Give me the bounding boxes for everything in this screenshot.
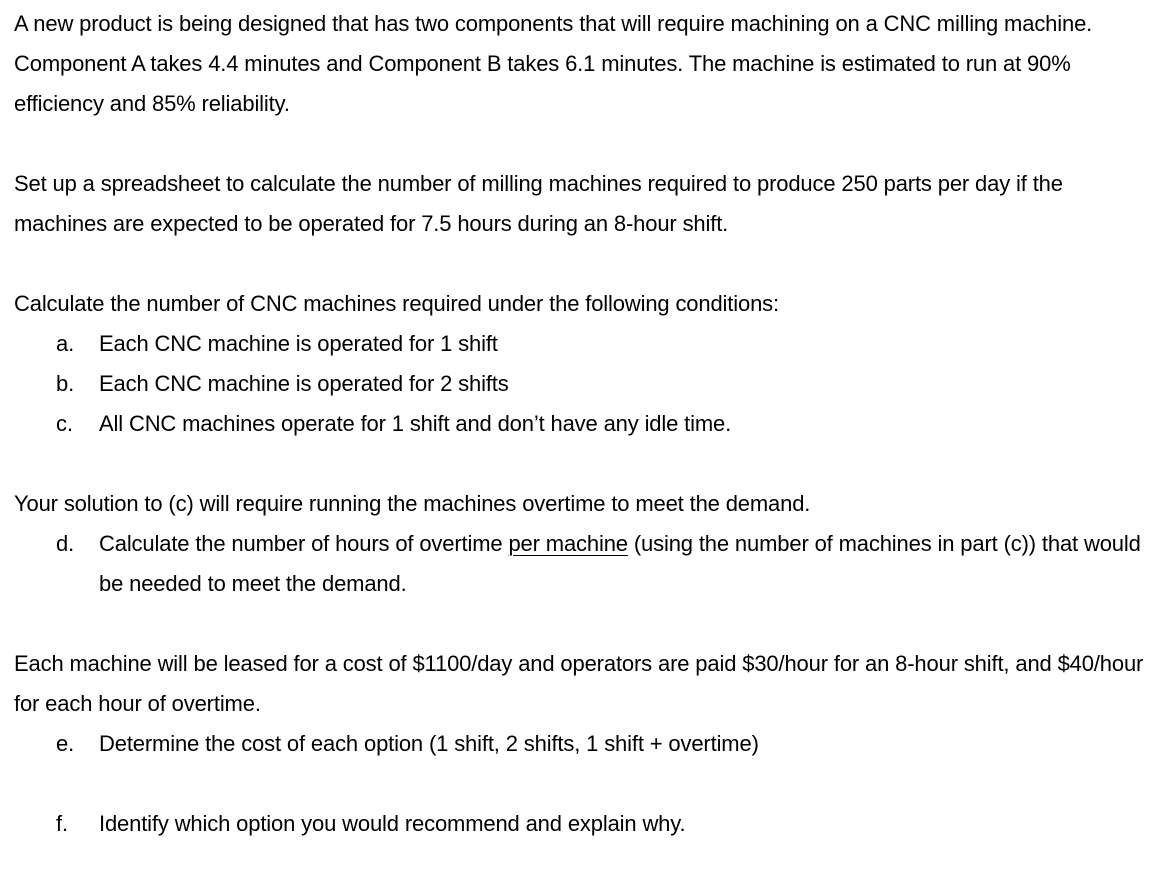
list-marker-e: e. bbox=[56, 731, 75, 756]
paragraph-spacer bbox=[14, 444, 1158, 484]
conditions-lead: Calculate the number of CNC machines required under the following conditions: bbox=[14, 291, 779, 316]
intro-paragraph: A new product is being designed that has two components that will require machining on a CNC milling machine. Component A takes 4.4 minutes and Component B takes 6.1 minutes. The machine is estimated to run at 90% efficiency and 85% reliability. bbox=[14, 11, 1093, 116]
paragraph-spacer bbox=[14, 244, 1158, 284]
paragraph-spacer bbox=[14, 604, 1158, 644]
list-marker-b: b. bbox=[56, 371, 75, 396]
list-marker-f: f. bbox=[56, 811, 68, 836]
list-marker-c: c. bbox=[56, 411, 73, 436]
paragraph-spacer bbox=[14, 124, 1158, 164]
list-marker-a: a. bbox=[56, 331, 75, 356]
list-item-b bbox=[14, 364, 1158, 404]
list-text-b: Each CNC machine is operated for 2 shifts bbox=[99, 371, 509, 396]
list-marker-d: d. bbox=[56, 531, 75, 556]
list-text-a: Each CNC machine is operated for 1 shift bbox=[99, 331, 498, 356]
setup-paragraph: Set up a spreadsheet to calculate the number of milling machines required to produce 250 parts per day if the machines are expected to be operated for 7.5 hours during an 8-hour shift. bbox=[14, 171, 1063, 236]
document-page bbox=[14, 4, 1158, 844]
list-text-d-before: Calculate the number of hours of overtime bbox=[99, 531, 509, 556]
list-item-e bbox=[14, 724, 1158, 764]
list-item-d bbox=[14, 524, 1158, 604]
list-item-a bbox=[14, 324, 1158, 364]
list-item-f bbox=[14, 804, 1158, 844]
costs-lead: Each machine will be leased for a cost of $1100/day and operators are paid $30/hour for an 8-hour shift, and $40/hour for each hour of overtime. bbox=[14, 651, 1144, 716]
overtime-lead: Your solution to (c) will require running the machines overtime to meet the demand. bbox=[14, 491, 811, 516]
list-item-c bbox=[14, 404, 1158, 444]
list-text-f: Identify which option you would recommend and explain why. bbox=[99, 811, 686, 836]
paragraph-spacer bbox=[14, 764, 1158, 804]
underlined-per-machine: per machine bbox=[508, 531, 628, 556]
list-text-c: All CNC machines operate for 1 shift and don’t have any idle time. bbox=[99, 411, 732, 436]
list-text-d-after: (using the number of machines in part (c)) that would be needed to meet the demand. bbox=[99, 531, 1141, 596]
list-text-e: Determine the cost of each option (1 shift, 2 shifts, 1 shift + overtime) bbox=[99, 731, 759, 756]
